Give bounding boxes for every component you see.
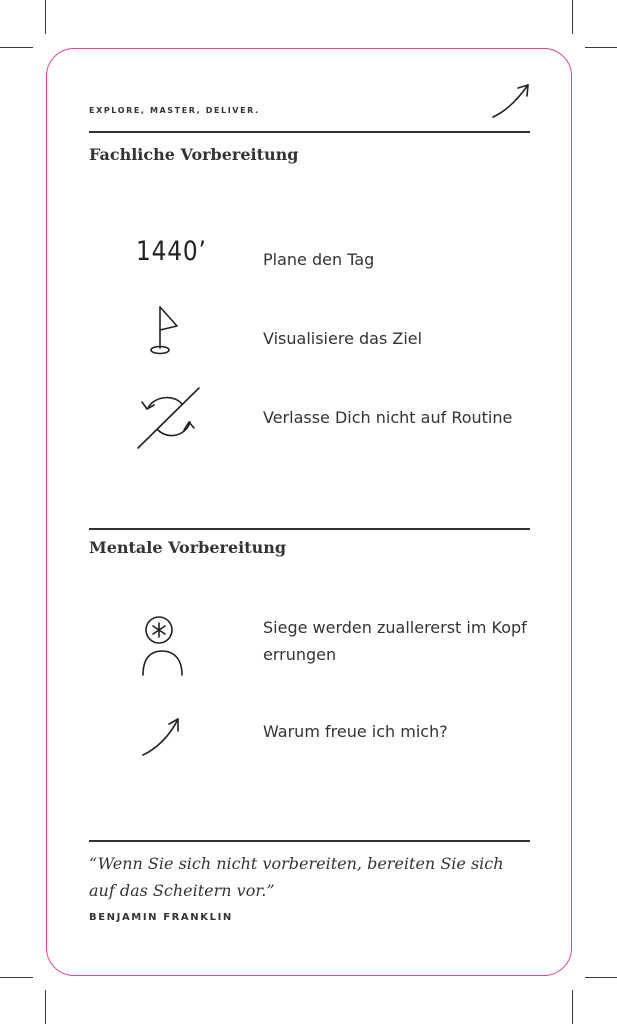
arrow-up-right-icon <box>140 716 182 758</box>
quote-author: BENJAMIN FRANKLIN <box>89 912 233 923</box>
1440-minutes-icon: 1440’ <box>136 236 207 267</box>
crop-mark <box>585 977 617 978</box>
section-title-mentale: Mentale Vorbereitung <box>89 538 287 557</box>
flag-icon <box>146 304 182 358</box>
card <box>46 48 572 976</box>
crop-mark <box>572 0 573 34</box>
crop-mark <box>572 990 573 1024</box>
arrow-up-right-icon <box>490 82 532 120</box>
crop-mark <box>0 47 33 48</box>
crop-mark <box>0 977 33 978</box>
header-divider <box>89 131 530 133</box>
crop-mark <box>585 47 617 48</box>
section-title-fachliche: Fachliche Vorbereitung <box>89 145 299 164</box>
item-text-visualisiere-ziel: Visualisiere das Ziel <box>263 329 423 348</box>
crop-mark <box>45 0 46 34</box>
head-star-person-icon <box>140 615 186 677</box>
quote-divider <box>89 840 530 842</box>
item-text-freue: Warum freue ich mich? <box>263 722 448 741</box>
tagline: EXPLORE, MASTER, DELIVER. <box>89 106 260 115</box>
crop-mark <box>45 990 46 1024</box>
item-text-plane-tag: Plane den Tag <box>263 250 375 269</box>
item-text-siege: Siege werden zuallererst im Kopf errungen <box>263 618 527 664</box>
section-divider <box>89 528 530 530</box>
item-text-routine: Verlasse Dich nicht auf Routine <box>263 408 513 427</box>
no-routine-icon <box>136 386 202 450</box>
quote-text: “Wenn Sie sich nicht vorbereiten, bereiten Sie sich auf das Scheitern vor.” <box>89 854 504 900</box>
